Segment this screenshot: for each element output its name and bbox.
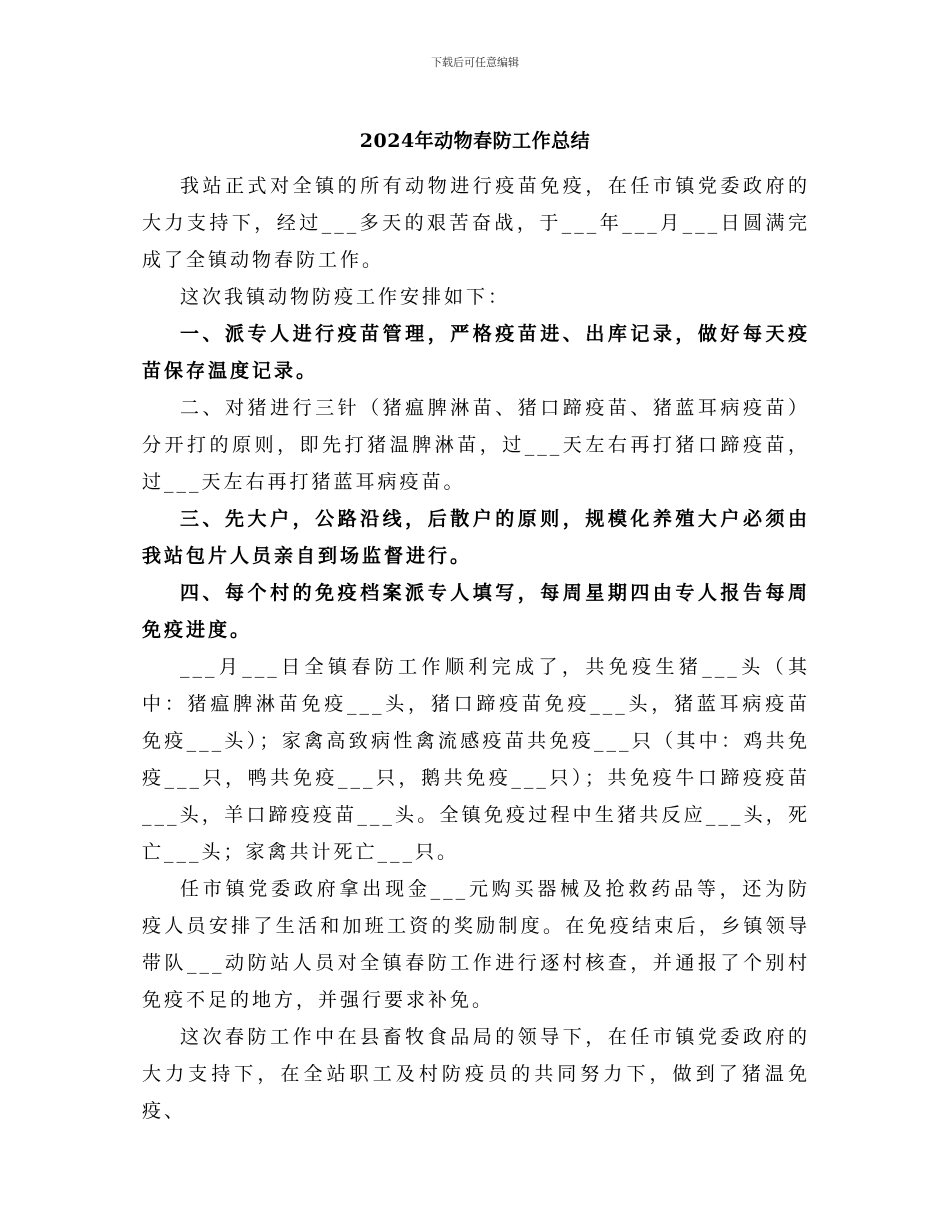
paragraph-statistics: ___月___日全镇春防工作顺利完成了，共免疫生猪___头（其中：猪瘟脾淋苗免疫___头，猪口蹄疫苗免疫___头，猪蓝耳病疫苗免疫___头）；家禽高致病性禽流感疫苗共免疫___只（其中：鸡共免疫___只，鸭共免疫___只，鹅共免疫___只）；共免疫牛口蹄疫疫苗___头，羊口蹄疫疫苗___头。全镇免疫过程中生猪共反应___头，死亡___头；家禽共计死亡___只。 (142, 656, 810, 863)
paragraph-intro: 我站正式对全镇的所有动物进行疫苗免疫，在任市镇党委政府的大力支持下，经过___多天的艰苦奋战，于___年___月___日圆满完成了全镇动物春防工作。 (142, 175, 810, 271)
paragraph-arrangement-heading: 这次我镇动物防疫工作安排如下： (180, 286, 511, 308)
document-body (142, 168, 810, 1130)
page-header-note: 下载后可任意编辑 (431, 56, 519, 69)
paragraph-item-3: 三、先大户，公路沿线，后散户的原则，规模化养殖大户必须由我站包片人员亲自到场监督进行。 (142, 508, 810, 567)
paragraph-conclusion: 这次春防工作中在县畜牧食品局的领导下，在任市镇党委政府的大力支持下，在全站职工及村防疫员的共同努力下，做到了猪温免疫、 (142, 1026, 810, 1122)
paragraph-item-2: 二、对猪进行三针（猪瘟脾淋苗、猪口蹄疫苗、猪蓝耳病疫苗）分开打的原则，即先打猪温脾淋苗，过___天左右再打猪口蹄疫苗，过___天左右再打猪蓝耳病疫苗。 (142, 397, 810, 493)
document-title: 2024年动物春防工作总结 (359, 130, 591, 152)
paragraph-item-1: 一、派专人进行疫苗管理，严格疫苗进、出库记录，做好每天疫苗保存温度记录。 (142, 323, 810, 382)
paragraph-government-support: 任市镇党委政府拿出现金___元购买器械及抢救药品等，还为防疫人员安排了生活和加班工资的奖励制度。在免疫结束后，乡镇领导带队___动防站人员对全镇春防工作进行逐村核查，并通报了个别村免疫不足的地方，并强行要求补免。 (142, 878, 810, 1011)
paragraph-item-4: 四、每个村的免疫档案派专人填写，每周星期四由专人报告每周免疫进度。 (142, 582, 810, 641)
